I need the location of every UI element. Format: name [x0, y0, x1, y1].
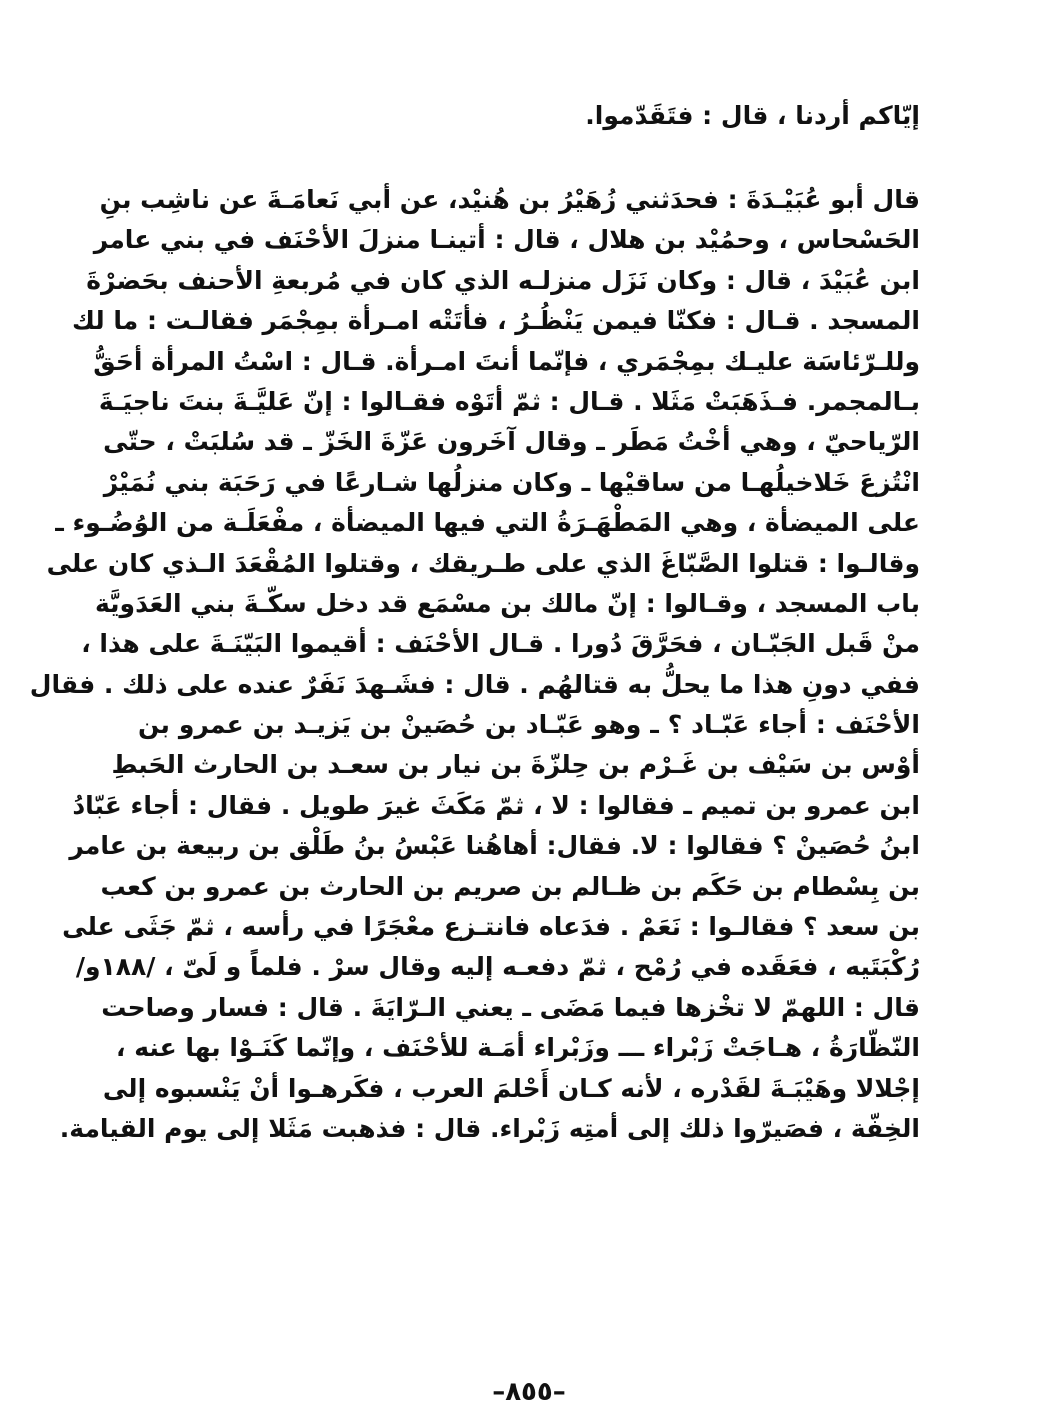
text-line: المسجد . قـال : فكنّا فيمن يَنْظُـرُ ، فأتَتْه امـرأة بمِجْمَر فقالـت : ما لك — [72, 306, 920, 336]
text-line: بن سعد ؟ فقالـوا : نَعَمْ . فدَعاه فانتـزع معْجَرًا في رأسه ، ثمّ جَثَى على — [62, 912, 920, 942]
page-number: –٨٥٥– — [492, 1377, 566, 1407]
text-line: بـالمجمر. فـذَهَبَتْ مَثَلا . قـال : ثمّ أتَوْه فقـالوا : إنّ عَليَّـةَ بنتَ ناجيَـةَ — [98, 386, 920, 416]
text-line: أوْس بن سَيْف بن غَـرْم بن حِلزّةَ بن نيار بن سعـد بن الحارث الحَبطِ — [111, 750, 920, 780]
text-line: ففي دونِ هذا ما يحلُّ به قتالهُم . قال : فشَـهدَ نَفَرٌ عنده على ذلك . فقال — [29, 669, 920, 699]
text-line: الخِفّة ، فصَيرّوا ذلك إلى أمتِه زَبْراء. قال : فذهبت مَثَلا إلى يوم القيامة. — [59, 1113, 920, 1143]
text-line: وقالـوا : قتلوا الصَّبّاغَ الذي على طـريقك ، وقتلوا المُقْعَدَ الـذي كان على — [46, 548, 920, 578]
opening-line: إيّاكم أردنا ، قال : فتَقَدّموا. — [585, 101, 920, 130]
text-line: منْ قَبل الجَبّـان ، فحَرَّقَ دُورا . قـال الأحْنَف : أقيموا البَيّنَـةَ على هذا ، — [81, 629, 920, 659]
text-line: ابنُ حُصَينْ ؟ فقالوا : لا. فقال: أهاهُنا عَبْسُ بنُ طَلْق بن ربيعة بن عامر — [69, 831, 920, 861]
text-line: ابن عمرو بن تميم ـ فقالوا : لا ، ثمّ مَكَثَ غيرَ طويل . فقال : أجاء عَبّادُ — [72, 790, 920, 820]
text-line: على الميضأة ، وهي المَطْهَـرَةُ التي فيها الميضأة ، مفْعَلَـة من الوُضُـوء ـ — [55, 508, 920, 538]
text-line: وللـرّئاسَة عليـك بمِجْمَري ، فإنّما أنتَ امـرأة. قـال : اسْتُ المرأة أحَقُّ — [93, 346, 920, 376]
text-line: رُكْبَتَيه ، فعَقَده في رُمْح ، ثمّ دفعـه إليه وقال سرْ . فلماً و لَىّ ، /١٨٨و/ — [75, 952, 920, 982]
text-line: الأحْنَف : أجاء عَبّـاد ؟ ـ وهو عَبّـاد بن حُصَينْ بن يَزيـد بن عمرو بن — [138, 710, 920, 740]
text-line: ابن عُبَيْدَ ، قال : وكان نَزَل منزلـه الذي كان في مُربعةِ الأحنف بحَضرْةَ — [86, 265, 920, 295]
text-line: إجْلالا وهَيْبَـةَ لقَدْره ، لأنه كـان أَحْلمَ العرب ، فكَرهـوا أنْ يَنْسبوه إلى — [102, 1073, 920, 1103]
text-line: بن بِسْطام بن حَكَم بن ظـالم بن صريم بن الحارث بن عمرو بن كعب — [100, 871, 920, 901]
text-line: الرّياحيّ ، وهي أخْتُ مَطَر ـ وقال آخَرون عَزّةَ الخَزّ ـ قد سُلبَتْ ، حتّى — [103, 427, 920, 457]
text-line: انْتُزعَ خَلاخيلُهـا من ساقيْها ـ وكان منزلُها شـارعًا في رَحَبَة بني نُمَيْرْ — [103, 467, 920, 497]
text-line: النّظّارَةُ ، هـاجَتْ زَبْراء ـــ وزَبْراء أمَـة للأحْنَف ، وإنّما كَنَـوْا بها عنه ، — [116, 1033, 920, 1063]
main-paragraph — [29, 180, 920, 1149]
text-line: الحَسْحاس ، وحمُيْد بن هلال ، قال : أتينـا منزلَ الأحْنَف في بني عامر — [93, 225, 920, 255]
text-line: قال : اللهمّ لا تخْزها فيما مَضَى ـ يعني الـرّايَةَ . قال : فسار وصاحت — [101, 992, 920, 1022]
text-line: قال أبو عُبَيْـدَةَ : فحدَثني زُهَيْرُ بن هُنيْد، عن أبي نَعامَـةَ عن ناشِب بنِ — [99, 185, 920, 214]
text-line: باب المسجد ، وقـالوا : إنّ مالك بن مسْمَع قد دخل سكّـةَ بني العَدَويَّة — [95, 588, 920, 618]
